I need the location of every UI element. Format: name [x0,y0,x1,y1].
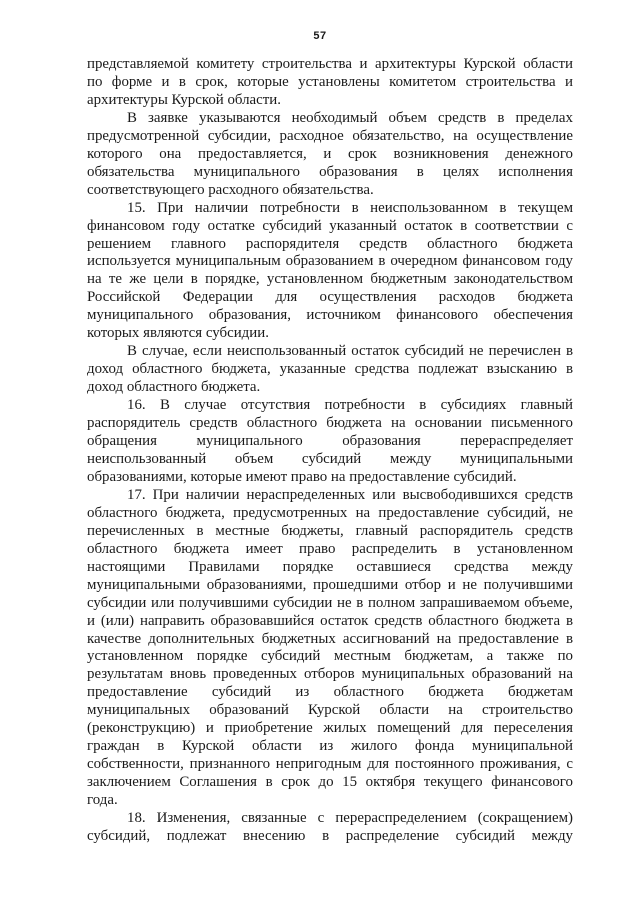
text-line: В заявке указываются необходимый объем средств в пределах [127,109,573,126]
text-line: соответствующего расходного обязательства. [87,181,374,198]
text-line: (реконструкцию) и приобретение жилых помещений для переселения [87,720,573,737]
text-line: субсидии или получившими субсидии не в полном запрашиваемом объеме, [87,594,573,611]
paragraph [87,110,573,200]
text-line: муниципальных образований Курской области на строительство [87,702,573,719]
text-line: субсидий, подлежат внесению в распределение субсидий между [87,827,573,844]
text-line: перечисленных в местные бюджеты, главный распорядитель средств [87,522,573,539]
text-line: архитектуры Курской области. [87,91,281,108]
text-line: и (или) направить образовавшийся остаток средств областного бюджета в [87,612,573,629]
paragraph [87,343,573,397]
text-line: 18. Изменения, связанные с перераспределением (сокращением) [127,810,573,827]
text-line: предоставление субсидий из областного бюджета бюджетам [87,684,573,701]
text-line: граждан в Курской области из жилого фонда муниципальной [87,738,573,755]
text-line: предусмотренной субсидии, расходное обязательство, на осуществление [87,127,573,144]
text-line: областного бюджета, предусмотренных на предоставление субсидий, не [87,504,573,521]
text-line: результатам вновь проведенных отборов муниципальных образований на [87,666,573,683]
text-line: которых являются субсидии. [87,325,269,342]
text-line: финансовом году остатке субсидий указанный остаток в соответствии с [87,217,573,234]
text-line: В случае, если неиспользованный остаток субсидий не перечислен в [127,343,573,360]
text-line: областного бюджета имеет право распределить в установленном [87,540,573,557]
text-line: года. [87,792,118,809]
text-line: доход областного бюджета. [87,379,261,396]
text-line: по форме и в срок, которые установлены комитетом строительства и [87,73,573,90]
text-line: настоящими Правилами порядке оставшиеся средства между [87,558,573,575]
text-line: качестве дополнительных бюджетных ассигнований на предоставление в [87,630,573,647]
text-line: 16. В случае отсутствия потребности в субсидиях главный [127,397,573,414]
text-line: используется муниципальным образованием в очередном финансовом году [87,253,573,270]
text-line: установленном порядке субсидий местным бюджетам, а также по [87,648,573,665]
page-number: 57 [313,30,327,42]
text-line: доход областного бюджета, указанные средства подлежат взысканию в [87,361,573,378]
paragraph [87,487,573,810]
text-line: муниципального образования, источником финансового обеспечения [87,307,573,324]
document-body [87,56,573,846]
text-line: обращения муниципального образования перераспределяет [87,433,573,450]
text-line: муниципальными образованиями, прошедшими отбор и не получившими [87,576,573,593]
text-line: образованиями, которые имеют право на предоставление субсидий. [87,468,517,485]
paragraph [87,200,573,344]
text-line: на те же цели в порядке, установленном бюджетным законодательством [87,271,573,288]
text-line: распорядитель средств областного бюджета на основании письменного [87,415,573,432]
paragraph [87,810,573,846]
text-line: 17. При наличии нераспределенных или высвободившихся средств [127,486,573,503]
text-line: Российской Федерации для осуществления расходов бюджета [87,289,573,306]
text-line: которого она предоставляется, и срок возникновения денежного [87,145,573,162]
text-line: представляемой комитету строительства и архитектуры Курской области [87,56,573,72]
text-line: собственности, признанного непригодным для постоянного проживания, с [87,756,573,773]
text-line: заключением Соглашения в срок до 15 октября текущего финансового [87,774,573,791]
text-line: неиспользованный объем субсидий между муниципальными [87,450,573,467]
paragraph [87,397,573,487]
paragraph [87,56,573,110]
text-line: решением главного распорядителя средств областного бюджета [87,235,573,252]
text-line: обязательства муниципального образования в целях исполнения [87,163,573,180]
text-line: 15. При наличии потребности в неиспользованном в текущем [127,199,573,216]
